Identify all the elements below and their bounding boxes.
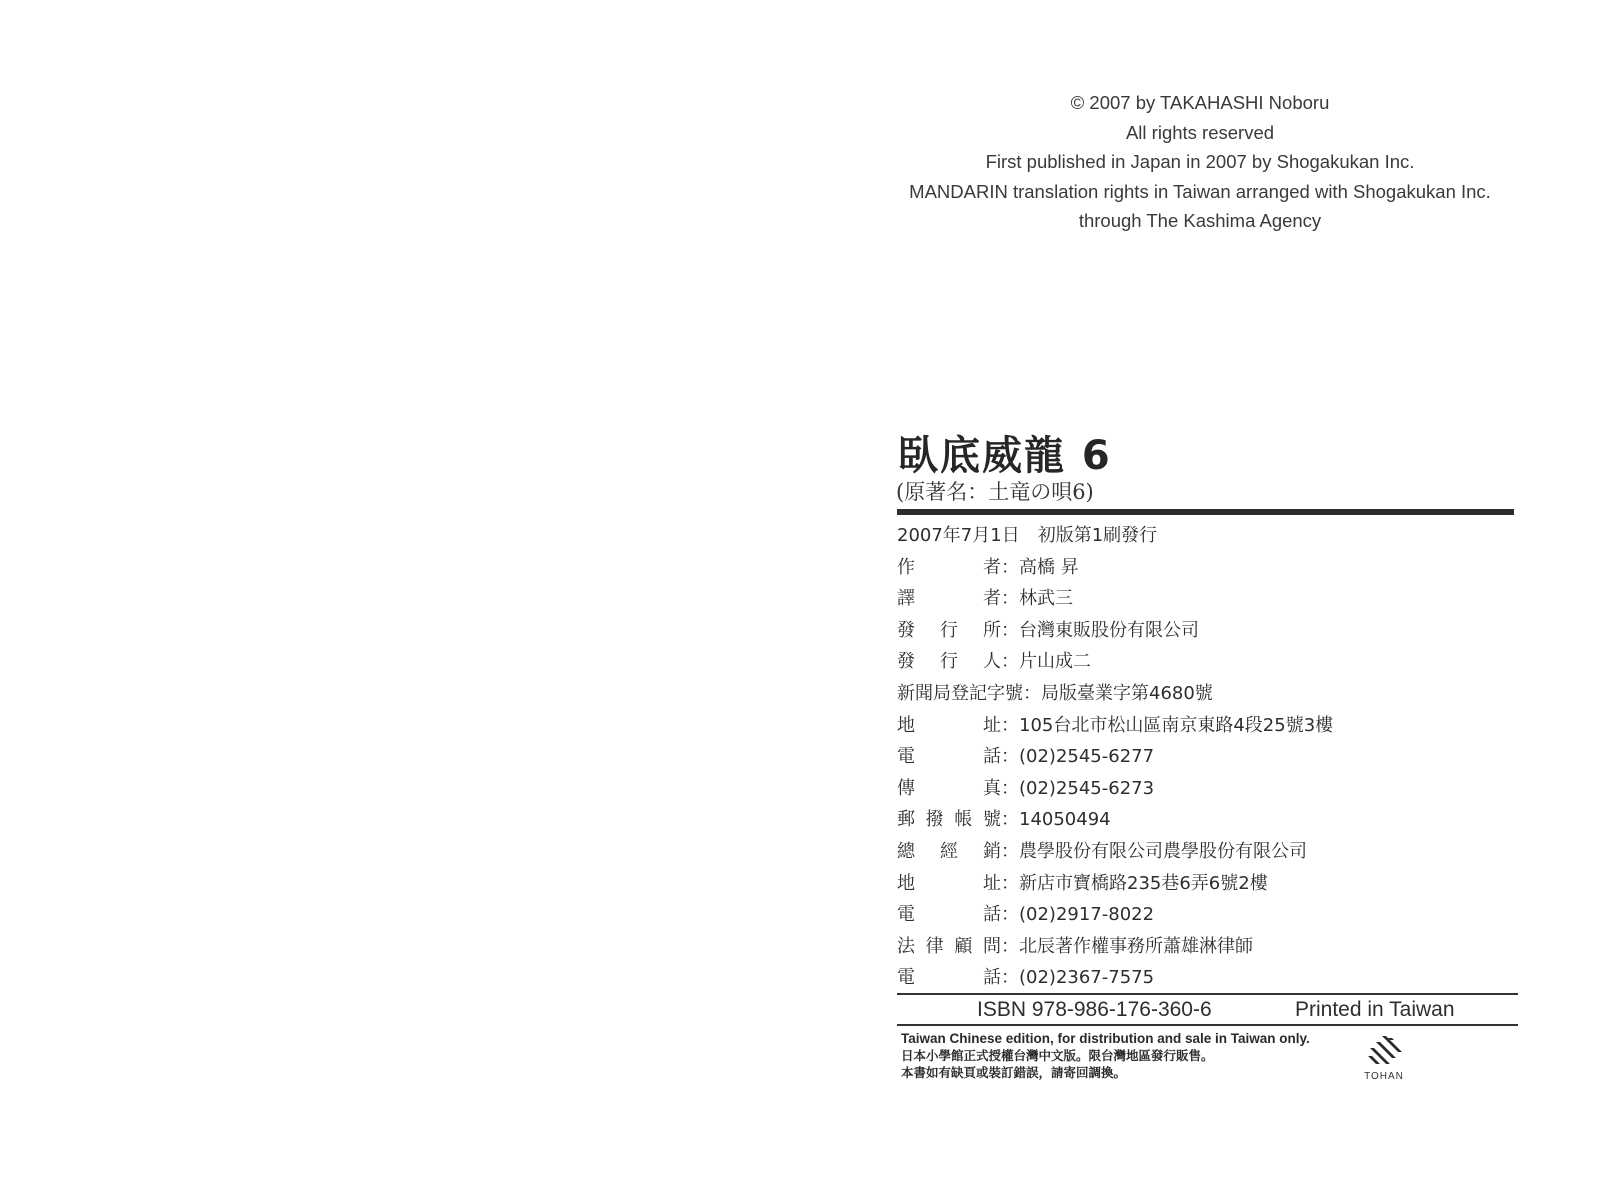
copyright-line: All rights reserved [1125,121,1275,143]
colophon-row-translator [897,583,1517,615]
row-value: 北辰著作權事務所蕭雄淋律師 [1019,935,1253,957]
colophon-row-author [897,552,1517,584]
tohan-logo-icon [1364,1034,1404,1070]
row-label: 法律顧問 [897,935,1001,957]
row-label: 地址 [897,872,1001,894]
row-label: 電話 [897,746,1001,768]
row-value: 農學股份有限公司農學股份有限公司 [1019,840,1307,862]
row-colon: ： [1001,904,1019,926]
row-label: 電話 [897,967,1001,989]
row-label: 總經銷 [897,840,1001,862]
row-label: 發行人 [897,651,1001,673]
colophon-row-phone [897,741,1517,773]
row-label: 新聞局登記字號 [897,682,1023,704]
copyright-line: © 2007 by TAKAHASHI Noboru [1070,92,1330,113]
colophon-row-distributor [897,836,1517,868]
colophon-row-issuer [897,646,1517,678]
colophon-row-publisher [897,615,1517,647]
colophon-row-postal-account [897,804,1517,836]
copyright-line: through The Kashima Agency [1078,210,1322,231]
book-original-title: (原著名：土竜の唄6) [896,480,1094,504]
note-license: 日本小學館正式授權台灣中文版。限台灣地區發行販售。 [901,1048,1214,1063]
row-value: 105台北市松山區南京東路4段25號3樓 [1019,714,1334,736]
colophon-row-legal-counsel [897,931,1517,963]
row-value: 台灣東販股份有限公司 [1019,619,1199,641]
row-value: 高橋 昇 [1019,556,1079,578]
row-value: 林武三 [1019,588,1073,610]
row-label: 作者 [897,556,1001,578]
colophon-row-legal-phone [897,962,1517,994]
isbn-bottom-rule [897,1024,1518,1026]
edition-line [897,520,1517,552]
note-english: Taiwan Chinese edition, for distribution and sale in Taiwan only. [901,1031,1310,1046]
isbn-number: ISBN 978-986-176-360-6 [977,998,1212,1021]
colophon-row-distributor-phone [897,899,1517,931]
row-value: 14050494 [1019,809,1111,831]
copyright-line: MANDARIN translation rights in Taiwan arranged with Shogakukan Inc. [909,180,1491,202]
row-label: 地址 [897,714,1001,736]
row-colon: ： [1001,556,1019,578]
distribution-notes [901,1030,1310,1081]
row-colon: ： [1001,588,1019,610]
row-label: 傳真 [897,777,1001,799]
colophon-row-fax [897,773,1517,805]
row-value: (02)2545-6277 [1019,746,1155,768]
row-label: 譯者 [897,588,1001,610]
row-colon: ： [1001,651,1019,673]
row-value: 片山成二 [1019,651,1091,673]
title-divider [897,509,1514,515]
isbn-row [897,997,1518,1027]
colophon-row-registration [897,678,1517,710]
row-value: 局版臺業字第4680號 [1041,682,1213,704]
row-value: 新店市寶橋路235巷6弄6號2樓 [1019,872,1268,894]
row-value: (02)2367-7575 [1019,967,1155,989]
edition-text: 2007年7月1日 初版第1刷發行 [897,525,1158,546]
colophon-row-distributor-address [897,868,1517,900]
isbn-top-rule [897,993,1518,995]
row-label: 電話 [897,904,1001,926]
row-label: 郵撥帳號 [897,809,1001,831]
row-colon: ： [1001,777,1019,799]
row-colon: ： [1001,872,1019,894]
copyright-line: First published in Japan in 2007 by Shogakukan Inc. [985,151,1415,172]
tohan-logo-text: TOHAN [1364,1071,1404,1082]
row-colon: ： [1001,809,1019,831]
publisher-logo [1356,1034,1412,1084]
note-defects: 本書如有缺頁或裝訂錯誤，請寄回調換。 [901,1065,1127,1080]
book-title: 臥底威龍 6 [898,433,1112,479]
row-colon: ： [1001,746,1019,768]
row-value: (02)2917-8022 [1019,904,1155,926]
colophon-list [897,520,1517,994]
row-colon: ： [1001,840,1019,862]
row-value: (02)2545-6273 [1019,777,1155,799]
row-colon: ： [1001,935,1019,957]
printed-in: Printed in Taiwan [1295,998,1455,1021]
copyright-block [860,88,1540,236]
row-colon: ： [1001,967,1019,989]
colophon-row-address [897,710,1517,742]
row-colon: ： [1001,714,1019,736]
row-colon: ： [1023,682,1041,704]
row-colon: ： [1001,619,1019,641]
row-label: 發行所 [897,619,1001,641]
